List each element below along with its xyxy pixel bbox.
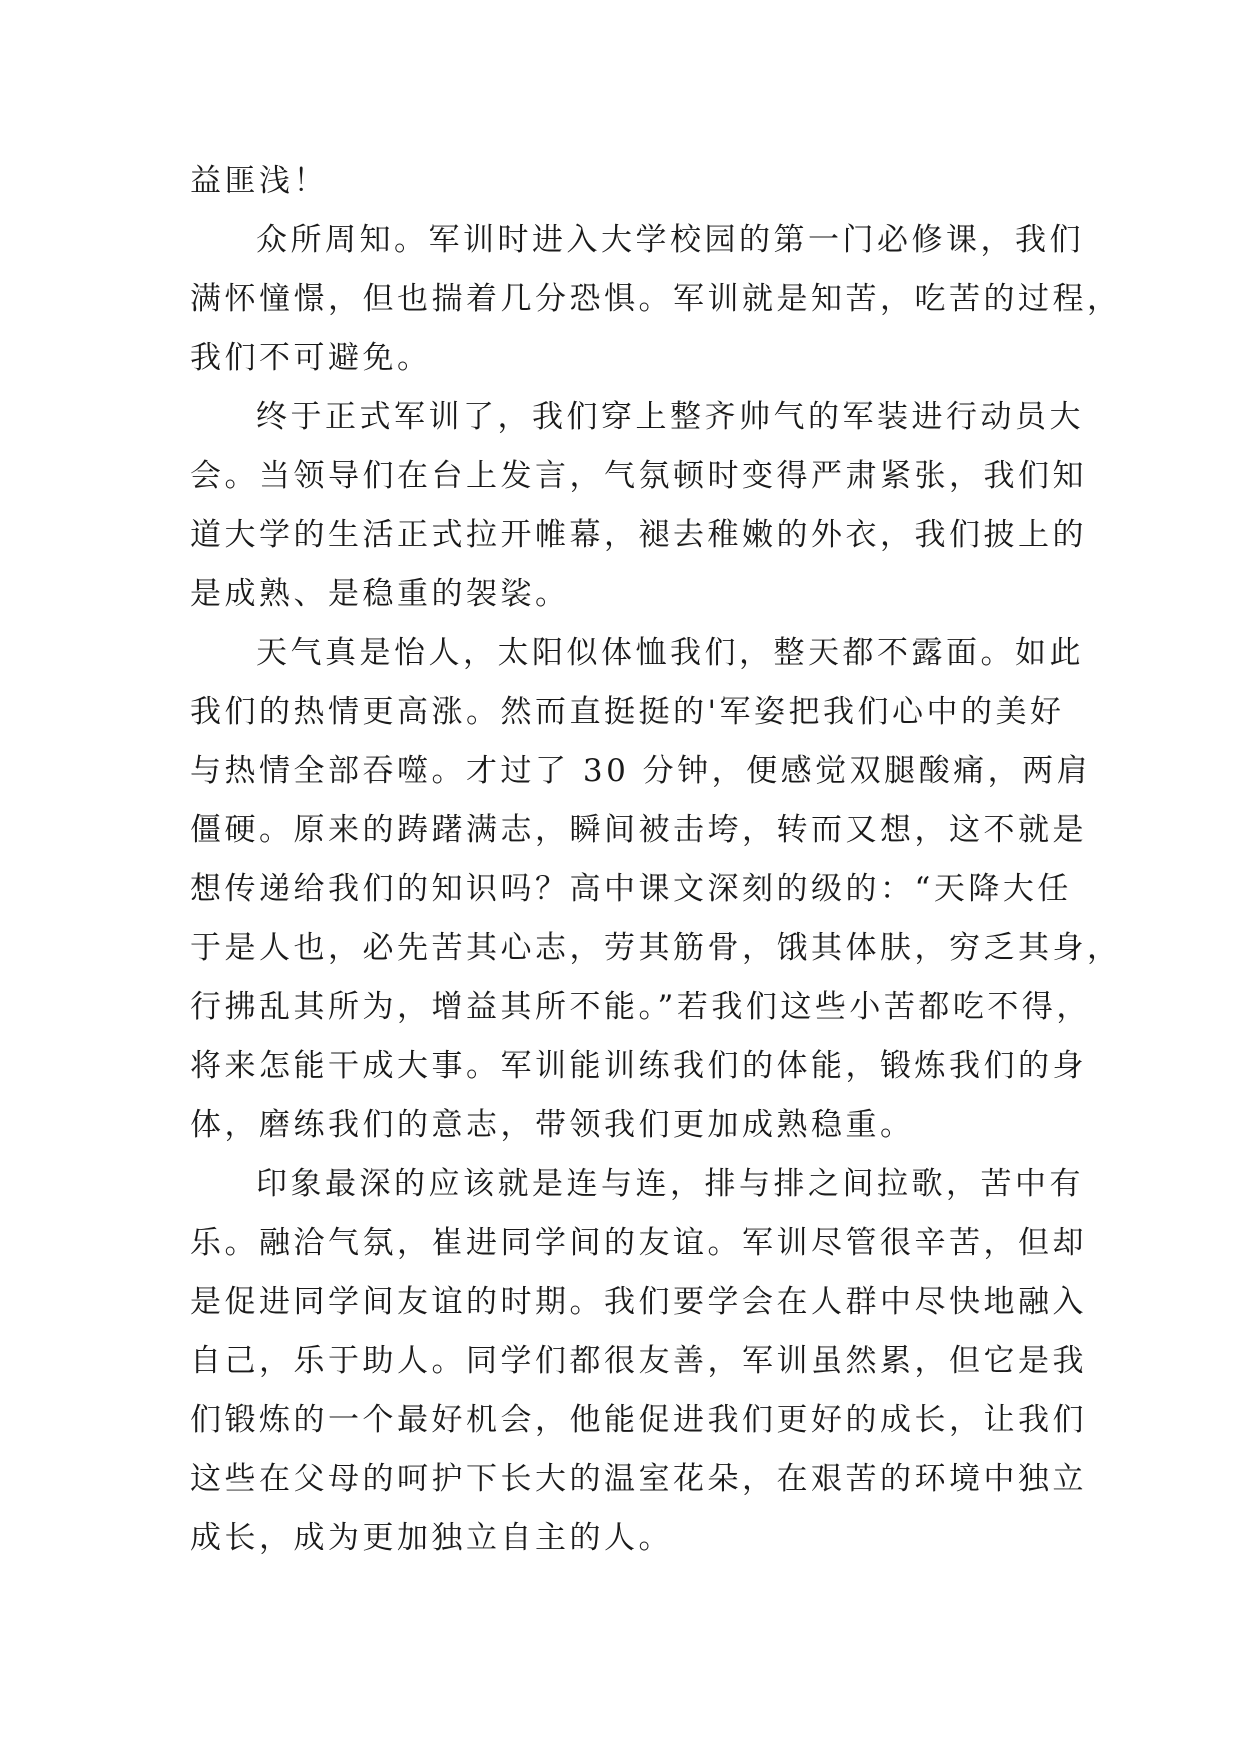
paragraph-first-line: 印象最深的应该就是连与连，排与排之间拉歌，苦中有 <box>256 1166 1084 1202</box>
text-line: 于是人也，必先苦其心志，劳其筋骨，饿其体肤，穷乏其身， <box>190 930 1122 966</box>
text-line: 我们不可避免。 <box>190 340 432 376</box>
text-line: 将来怎能干成大事。军训能训练我们的体能，锻炼我们的身 <box>190 1048 1087 1084</box>
text-line: 这些在父母的呵护下长大的温室花朵，在艰苦的环境中独立 <box>190 1461 1087 1497</box>
text-line: 与热情全部吞噬。才过了 30 分钟，便感觉双腿酸痛，两肩 <box>190 753 1092 789</box>
text-line: 行拂乱其所为，增益其所不能。”若我们这些小苦都吃不得， <box>190 989 1091 1025</box>
text-line: 僵硬。原来的踌躇满志，瞬间被击垮，转而又想，这不就是 <box>190 812 1087 848</box>
text-line: 益匪浅！ <box>190 163 328 199</box>
text-line: 道大学的生活正式拉开帷幕，褪去稚嫩的外衣，我们披上的 <box>190 517 1087 553</box>
text-line: 自己，乐于助人。同学们都很友善，军训虽然累，但它是我 <box>190 1343 1087 1379</box>
text-line: 们锻炼的一个最好机会，他能促进我们更好的成长，让我们 <box>190 1402 1087 1438</box>
paragraph-first-line: 天气真是怡人，太阳似体恤我们，整天都不露面。如此 <box>256 635 1084 671</box>
body-text <box>190 152 1122 1568</box>
text-line: 满怀憧憬，但也揣着几分恐惧。军训就是知苦，吃苦的过程， <box>190 281 1122 317</box>
text-line: 成长，成为更加独立自主的人。 <box>190 1520 673 1556</box>
text-line: 体，磨练我们的意志，带领我们更加成熟稳重。 <box>190 1107 915 1143</box>
text-line: 是成熟、是稳重的袈裟。 <box>190 576 570 612</box>
paragraph-first-line: 终于正式军训了，我们穿上整齐帅气的军装进行动员大 <box>256 399 1084 435</box>
text-line: 乐。融洽气氛，崔进同学间的友谊。军训尽管很辛苦，但却 <box>190 1225 1087 1261</box>
text-line: 会。当领导们在台上发言，气氛顿时变得严肃紧张，我们知 <box>190 458 1087 494</box>
paragraph-first-line: 众所周知。军训时进入大学校园的第一门必修课，我们 <box>256 222 1084 258</box>
text-line: 想传递给我们的知识吗？高中课文深刻的级的：“天降大任 <box>190 871 1072 907</box>
text-line: 是促进同学间友谊的时期。我们要学会在人群中尽快地融入 <box>190 1284 1087 1320</box>
text-line: 我们的热情更高涨。然而直挺挺的'军姿把我们心中的美好 <box>190 694 1065 730</box>
